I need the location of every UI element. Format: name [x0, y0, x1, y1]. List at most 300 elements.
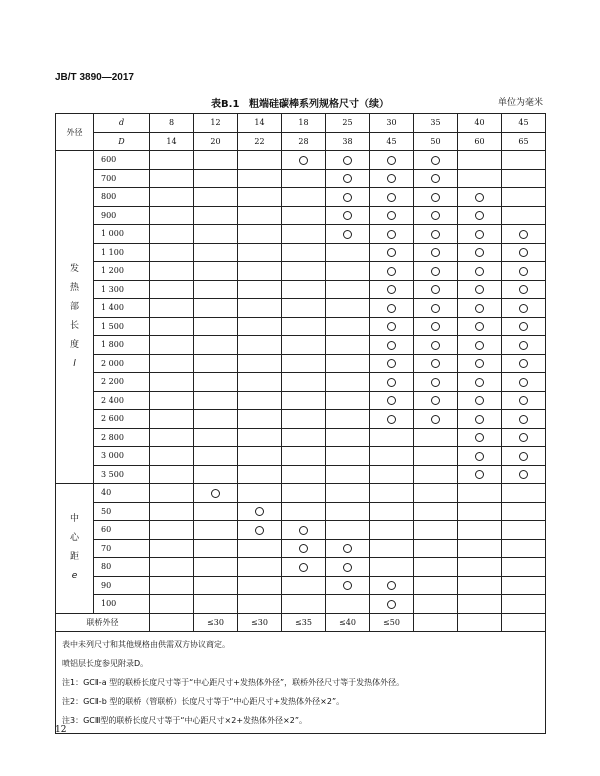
spec-cell: [502, 558, 546, 577]
spec-cell: [414, 243, 458, 262]
spec-cell: [194, 558, 238, 577]
center-distance-value: 90: [94, 576, 150, 595]
center-distance-row: [56, 576, 546, 595]
d-value: 8: [150, 114, 194, 133]
spec-cell: [370, 336, 414, 355]
D-value: 14: [150, 132, 194, 151]
spec-cell: [458, 225, 502, 244]
availability-circle-icon: [519, 341, 528, 350]
availability-circle-icon: [343, 211, 352, 220]
spec-cell: [458, 502, 502, 521]
spec-cell: [370, 428, 414, 447]
availability-circle-icon: [211, 489, 220, 498]
heating-length-value: 1 400: [94, 299, 150, 318]
spec-cell: [326, 354, 370, 373]
heating-length-value: 1 500: [94, 317, 150, 336]
bridge-diameter-label: 联桥外径: [56, 613, 150, 632]
spec-cell: [458, 373, 502, 392]
spec-cell: [238, 576, 282, 595]
spec-cell: [194, 262, 238, 281]
table-label: 表B.1: [211, 99, 240, 110]
spec-cell: [282, 465, 326, 484]
availability-circle-icon: [475, 304, 484, 313]
availability-circle-icon: [475, 452, 484, 461]
spec-cell: [502, 243, 546, 262]
spec-cell: [238, 225, 282, 244]
spec-cell: [150, 428, 194, 447]
spec-cell: [238, 465, 282, 484]
spec-cell: [194, 169, 238, 188]
spec-cell: [370, 151, 414, 170]
spec-cell: [458, 484, 502, 503]
D-value: 50: [414, 132, 458, 151]
spec-cell: [282, 262, 326, 281]
spec-cell: [150, 262, 194, 281]
spec-cell: [370, 595, 414, 614]
spec-cell: [502, 151, 546, 170]
spec-cell: [458, 595, 502, 614]
spec-cell: [282, 539, 326, 558]
availability-circle-icon: [343, 563, 352, 572]
spec-cell: [414, 428, 458, 447]
center-distance-row: [56, 521, 546, 540]
heating-length-row: [56, 410, 546, 429]
d-value: 12: [194, 114, 238, 133]
spec-cell: [282, 484, 326, 503]
spec-cell: [282, 595, 326, 614]
spec-cell: [326, 428, 370, 447]
center-distance-row: [56, 595, 546, 614]
spec-cell: [326, 262, 370, 281]
spec-cell: [414, 502, 458, 521]
spec-cell: [458, 354, 502, 373]
bridge-diameter-value: [458, 613, 502, 632]
spec-cell: [326, 299, 370, 318]
availability-circle-icon: [431, 211, 440, 220]
spec-cell: [414, 576, 458, 595]
spec-cell: [238, 354, 282, 373]
spec-cell: [326, 595, 370, 614]
D-value: 60: [458, 132, 502, 151]
heating-length-row: [56, 447, 546, 466]
spec-cell: [282, 280, 326, 299]
spec-cell: [502, 280, 546, 299]
spec-cell: [282, 354, 326, 373]
spec-cell: [150, 502, 194, 521]
spec-cell: [194, 502, 238, 521]
heating-length-char: 热: [69, 283, 79, 293]
heating-length-row: [56, 243, 546, 262]
spec-cell: [458, 299, 502, 318]
heating-length-row: [56, 391, 546, 410]
heating-length-value: 1 800: [94, 336, 150, 355]
spec-cell: [502, 336, 546, 355]
spec-cell: [194, 280, 238, 299]
D-value: 65: [502, 132, 546, 151]
availability-circle-icon: [475, 211, 484, 220]
spec-cell: [370, 299, 414, 318]
spec-cell: [414, 280, 458, 299]
heating-length-row: [56, 373, 546, 392]
spec-cell: [282, 576, 326, 595]
bridge-diameter-value: [502, 613, 546, 632]
spec-cell: [326, 447, 370, 466]
spec-cell: [150, 225, 194, 244]
availability-circle-icon: [431, 193, 440, 202]
spec-cell: [194, 484, 238, 503]
availability-circle-icon: [475, 433, 484, 442]
center-distance-row: [56, 502, 546, 521]
spec-cell: [238, 558, 282, 577]
heating-length-row: [56, 225, 546, 244]
spec-cell: [150, 206, 194, 225]
spec-cell: [238, 373, 282, 392]
availability-circle-icon: [519, 285, 528, 294]
spec-cell: [326, 410, 370, 429]
availability-circle-icon: [519, 248, 528, 257]
heating-length-value: 1 000: [94, 225, 150, 244]
availability-circle-icon: [387, 396, 396, 405]
availability-circle-icon: [475, 359, 484, 368]
spec-cell: [150, 317, 194, 336]
spec-cell: [282, 225, 326, 244]
availability-circle-icon: [255, 507, 264, 516]
heating-length-label: [56, 151, 94, 484]
availability-circle-icon: [475, 341, 484, 350]
spec-cell: [414, 336, 458, 355]
heating-length-char: 长: [69, 321, 79, 331]
spec-cell: [370, 410, 414, 429]
spec-cell: [238, 595, 282, 614]
spec-cell: [194, 465, 238, 484]
spec-cell: [238, 484, 282, 503]
availability-circle-icon: [475, 415, 484, 424]
spec-cell: [458, 336, 502, 355]
spec-cell: [414, 317, 458, 336]
spec-cell: [194, 336, 238, 355]
bridge-diameter-value: [150, 613, 194, 632]
spec-cell: [370, 484, 414, 503]
spec-cell: [370, 206, 414, 225]
availability-circle-icon: [387, 415, 396, 424]
spec-cell: [282, 188, 326, 207]
spec-cell: [502, 206, 546, 225]
spec-cell: [502, 539, 546, 558]
spec-cell: [458, 151, 502, 170]
spec-cell: [326, 373, 370, 392]
spec-cell: [458, 539, 502, 558]
spec-cell: [370, 576, 414, 595]
spec-cell: [458, 428, 502, 447]
spec-cell: [282, 243, 326, 262]
D-value: 45: [370, 132, 414, 151]
spec-cell: [194, 206, 238, 225]
center-distance-value: 100: [94, 595, 150, 614]
availability-circle-icon: [387, 248, 396, 257]
center-distance-char: 心: [69, 533, 79, 544]
spec-cell: [326, 206, 370, 225]
center-distance-row: [56, 558, 546, 577]
center-distance-row: [56, 539, 546, 558]
spec-cell: [502, 169, 546, 188]
availability-circle-icon: [387, 285, 396, 294]
spec-cell: [238, 206, 282, 225]
center-distance-value: 60: [94, 521, 150, 540]
bridge-diameter-value: ≤30: [194, 613, 238, 632]
heating-length-row: [56, 336, 546, 355]
spec-cell: [414, 299, 458, 318]
bridge-diameter-value: ≤40: [326, 613, 370, 632]
d-value: 14: [238, 114, 282, 133]
spec-cell: [458, 280, 502, 299]
spec-cell: [414, 465, 458, 484]
spec-cell: [238, 280, 282, 299]
heating-length-row: [56, 169, 546, 188]
spec-cell: [502, 521, 546, 540]
spec-cell: [194, 539, 238, 558]
spec-cell: [282, 169, 326, 188]
spec-cell: [458, 243, 502, 262]
spec-cell: [458, 521, 502, 540]
spec-cell: [238, 336, 282, 355]
center-distance-char: 距: [69, 552, 79, 563]
spec-cell: [414, 354, 458, 373]
spec-cell: [150, 354, 194, 373]
heating-length-value: 1 100: [94, 243, 150, 262]
note-line: 表中未列尺寸和其他规格由供需双方协议商定。: [62, 640, 230, 649]
center-distance-value: 40: [94, 484, 150, 503]
spec-cell: [458, 262, 502, 281]
spec-cell: [370, 391, 414, 410]
header-row-D: [56, 132, 546, 151]
heating-length-row: [56, 262, 546, 281]
spec-cell: [414, 558, 458, 577]
spec-cell: [502, 595, 546, 614]
spec-cell: [502, 410, 546, 429]
availability-circle-icon: [519, 433, 528, 442]
heating-length-value: 3 500: [94, 465, 150, 484]
spec-cell: [282, 151, 326, 170]
availability-circle-icon: [519, 304, 528, 313]
d-value: 40: [458, 114, 502, 133]
spec-cell: [370, 280, 414, 299]
bridge-diameter-value: [414, 613, 458, 632]
heating-length-char: l: [73, 359, 76, 369]
heating-length-value: 800: [94, 188, 150, 207]
center-distance-value: 80: [94, 558, 150, 577]
note-line: 注1：GCⅡ-a 型的联桥长度尺寸等于“中心距尺寸+发热体外径”，联桥外径尺寸等于发热体外径。: [62, 678, 405, 687]
availability-circle-icon: [387, 359, 396, 368]
center-distance-char: 中: [69, 514, 79, 525]
spec-cell: [194, 428, 238, 447]
availability-circle-icon: [387, 193, 396, 202]
availability-circle-icon: [431, 174, 440, 183]
availability-circle-icon: [475, 267, 484, 276]
availability-circle-icon: [431, 285, 440, 294]
spec-cell: [502, 354, 546, 373]
spec-cell: [238, 391, 282, 410]
availability-circle-icon: [387, 267, 396, 276]
availability-circle-icon: [519, 359, 528, 368]
heating-length-row: [56, 317, 546, 336]
spec-cell: [326, 243, 370, 262]
spec-cell: [150, 151, 194, 170]
spec-cell: [194, 225, 238, 244]
d-value: 30: [370, 114, 414, 133]
availability-circle-icon: [519, 452, 528, 461]
spec-cell: [414, 188, 458, 207]
heating-length-value: 1 300: [94, 280, 150, 299]
spec-cell: [150, 595, 194, 614]
availability-circle-icon: [519, 267, 528, 276]
spec-cell: [502, 576, 546, 595]
spec-cell: [150, 391, 194, 410]
spec-cell: [238, 262, 282, 281]
unit-note: 单位为毫米: [497, 98, 543, 108]
spec-cell: [150, 539, 194, 558]
spec-cell: [282, 391, 326, 410]
availability-circle-icon: [343, 230, 352, 239]
spec-cell: [458, 558, 502, 577]
heating-length-row: [56, 151, 546, 170]
availability-circle-icon: [519, 378, 528, 387]
spec-cell: [194, 576, 238, 595]
heating-length-value: 2 000: [94, 354, 150, 373]
availability-circle-icon: [431, 396, 440, 405]
spec-cell: [150, 410, 194, 429]
spec-cell: [150, 447, 194, 466]
note-line: 注3：GCⅢ型的联桥长度尺寸等于“中心距尺寸×2+发热体外径×2”。: [62, 716, 307, 725]
availability-circle-icon: [431, 341, 440, 350]
availability-circle-icon: [431, 322, 440, 331]
spec-cell: [150, 465, 194, 484]
spec-cell: [370, 169, 414, 188]
spec-cell: [194, 595, 238, 614]
spec-cell: [150, 558, 194, 577]
availability-circle-icon: [299, 563, 308, 572]
availability-circle-icon: [431, 359, 440, 368]
spec-cell: [238, 188, 282, 207]
spec-cell: [194, 447, 238, 466]
D-symbol: D: [94, 132, 150, 151]
spec-cell: [282, 299, 326, 318]
availability-circle-icon: [475, 378, 484, 387]
heating-length-value: 900: [94, 206, 150, 225]
heating-length-value: 1 200: [94, 262, 150, 281]
spec-cell: [326, 317, 370, 336]
spec-cell: [502, 391, 546, 410]
availability-circle-icon: [519, 415, 528, 424]
spec-cell: [502, 447, 546, 466]
spec-cell: [282, 336, 326, 355]
heating-length-value: 2 200: [94, 373, 150, 392]
spec-cell: [238, 243, 282, 262]
spec-cell: [326, 336, 370, 355]
availability-circle-icon: [299, 526, 308, 535]
spec-cell: [238, 539, 282, 558]
spec-cell: [502, 502, 546, 521]
spec-cell: [238, 410, 282, 429]
D-value: 22: [238, 132, 282, 151]
availability-circle-icon: [475, 285, 484, 294]
spec-cell: [194, 151, 238, 170]
spec-cell: [326, 188, 370, 207]
spec-cell: [194, 188, 238, 207]
spec-cell: [370, 243, 414, 262]
spec-cell: [458, 206, 502, 225]
spec-cell: [370, 317, 414, 336]
standard-code: JB/T 3890—2017: [55, 72, 134, 83]
bridge-diameter-row: [56, 613, 546, 632]
spec-cell: [502, 373, 546, 392]
availability-circle-icon: [387, 230, 396, 239]
spec-cell: [458, 410, 502, 429]
spec-cell: [282, 317, 326, 336]
spec-cell: [414, 206, 458, 225]
spec-cell: [238, 151, 282, 170]
D-value: 20: [194, 132, 238, 151]
note-line: 注2：GCⅡ-b 型的联桥（管联桥）长度尺寸等于“中心距尺寸+发热体外径×2”。: [62, 697, 345, 706]
spec-cell: [238, 299, 282, 318]
spec-cell: [326, 225, 370, 244]
spec-cell: [282, 373, 326, 392]
heating-length-value: 600: [94, 151, 150, 170]
availability-circle-icon: [343, 156, 352, 165]
availability-circle-icon: [387, 174, 396, 183]
bridge-diameter-value: ≤30: [238, 613, 282, 632]
spec-cell: [414, 447, 458, 466]
spec-cell: [282, 521, 326, 540]
spec-cell: [370, 539, 414, 558]
spec-cell: [150, 169, 194, 188]
spec-cell: [458, 447, 502, 466]
spec-cell: [194, 410, 238, 429]
heating-length-char: 发: [69, 264, 79, 274]
spec-cell: [282, 558, 326, 577]
spec-cell: [414, 225, 458, 244]
spec-cell: [370, 558, 414, 577]
heating-length-value: 2 400: [94, 391, 150, 410]
D-value: 28: [282, 132, 326, 151]
spec-cell: [370, 447, 414, 466]
center-distance-value: 70: [94, 539, 150, 558]
spec-cell: [414, 151, 458, 170]
center-distance-value: 50: [94, 502, 150, 521]
heating-length-row: [56, 188, 546, 207]
availability-circle-icon: [431, 378, 440, 387]
spec-cell: [458, 391, 502, 410]
spec-cell: [326, 151, 370, 170]
spec-cell: [458, 576, 502, 595]
spec-cell: [238, 502, 282, 521]
availability-circle-icon: [343, 174, 352, 183]
spec-cell: [414, 484, 458, 503]
spec-cell: [414, 539, 458, 558]
availability-circle-icon: [255, 526, 264, 535]
spec-cell: [458, 317, 502, 336]
d-value: 45: [502, 114, 546, 133]
spec-cell: [326, 502, 370, 521]
notes-row: [56, 632, 546, 734]
spec-cell: [502, 225, 546, 244]
center-distance-row: [56, 484, 546, 503]
spec-cell: [414, 595, 458, 614]
outer-diameter-label: 外径: [56, 114, 94, 151]
availability-circle-icon: [387, 581, 396, 590]
spec-cell: [326, 576, 370, 595]
availability-circle-icon: [475, 248, 484, 257]
spec-cell: [370, 354, 414, 373]
